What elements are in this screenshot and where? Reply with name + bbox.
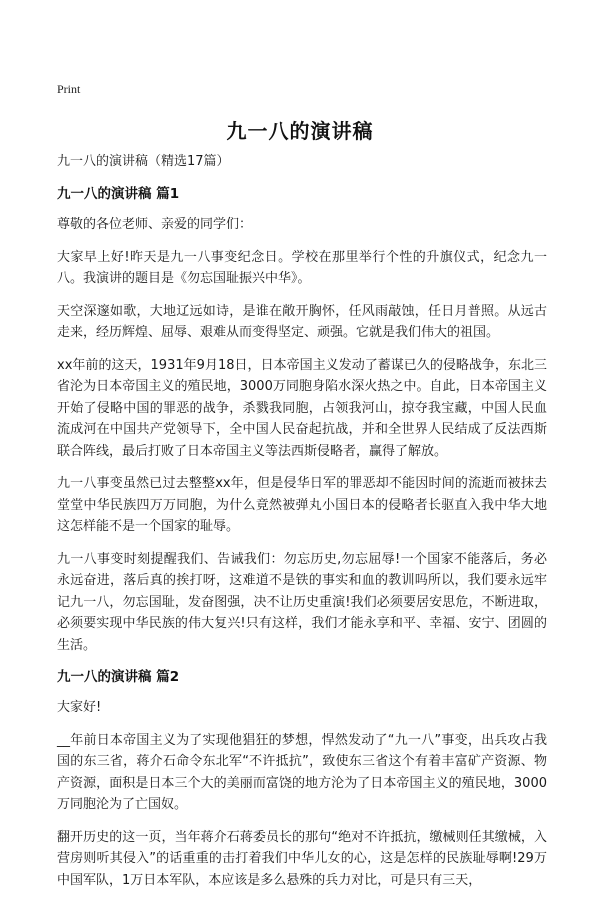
section-heading: 九一八的演讲稿 篇1	[57, 186, 180, 202]
document-subtitle: 九一八的演讲稿（精选17篇）	[57, 154, 230, 169]
paragraph: 尊敬的各位老师、亲爱的同学们：	[57, 217, 253, 232]
section-1	[57, 184, 547, 656]
section-heading: 九一八的演讲稿 篇2	[57, 669, 180, 685]
paragraph: 大家早上好!昨天是九一八事变纪念日。学校在那里举行个性的升旗仪式，纪念九一八。我演讲的题目是《勿忘国耻振兴中华》。	[57, 249, 547, 286]
paragraph: __年前日本帝国主义为了实现他猖狂的梦想，悍然发动了“九一八”事变，出兵攻占我国的东三省，蒋介石命令东北军“不许抵抗”，致使东三省这个有着丰富矿产资源、物产资源，面积是日本三个大的美丽而富饶的地方沦为了日本帝国主义的殖民地，3000万同胞沦为了亡国奴。	[57, 732, 547, 812]
document-title: 九一八的演讲稿	[226, 119, 374, 143]
section-2	[57, 667, 547, 891]
paragraph: 九一八事变虽然已过去整整xx年，但是侵华日军的罪恶却不能因时间的流逝而被抹去堂堂中华民族四万万同胞，为什么竟然被弹丸小国日本的侵略者长驱直入我中华大地这怎样能不是一个国家的耻辱。	[57, 476, 547, 534]
paragraph: xx年前的这天，1931年9月18日，日本帝国主义发动了蓄谋已久的侵略战争，东北三省沦为日本帝国主义的殖民地，3000万同胞身陷水深火热之中。自此，日本帝国主义开始了侵略中国的罪恶的战争，杀戮我同胞，占领我河山，掠夺我宝藏，中国人民血流成河在中国共产党领导下，全中国人民奋起抗战，并和全世界人民结成了反法西斯联合阵线，最后打败了日本帝国主义等法西斯侵略者，赢得了解放。	[57, 357, 547, 459]
paragraph: 大家好!	[57, 700, 102, 715]
print-label: Print	[57, 82, 81, 96]
document-body	[57, 152, 547, 899]
paragraph: 翻开历史的这一页，当年蒋介石蒋委员长的那句“绝对不许抵抗，缴械则任其缴械，入营房则听其侵入”的话重重的击打着我们中华儿女的心，这是怎样的民族耻辱啊!29万中国军队，1万日本军队，本应该是多么悬殊的兵力对比，可是只有三天，	[57, 829, 547, 888]
paragraph: 天空深邃如歌，大地辽远如诗，是谁在敞开胸怀，任风雨敲蚀，任日月普照。从远古走来，经历辉煌、屈辱、艰难从而变得坚定、顽强。它就是我们伟大的祖国。	[57, 303, 547, 340]
paragraph: 九一八事变时刻提醒我们、告诫我们：勿忘历史,勿忘屈辱!一个国家不能落后，务必永远奋进，落后真的挨打呀，这难道不是铁的事实和血的教训吗所以，我们要永远牢记九一八，勿忘国耻，发奋图强，决不让历史重演!我们必须要居安思危，不断进取，必须要实现中华民族的伟大复兴!只有这样，我们才能永享和平、幸福、安宁、团圆的生活。	[57, 551, 547, 653]
